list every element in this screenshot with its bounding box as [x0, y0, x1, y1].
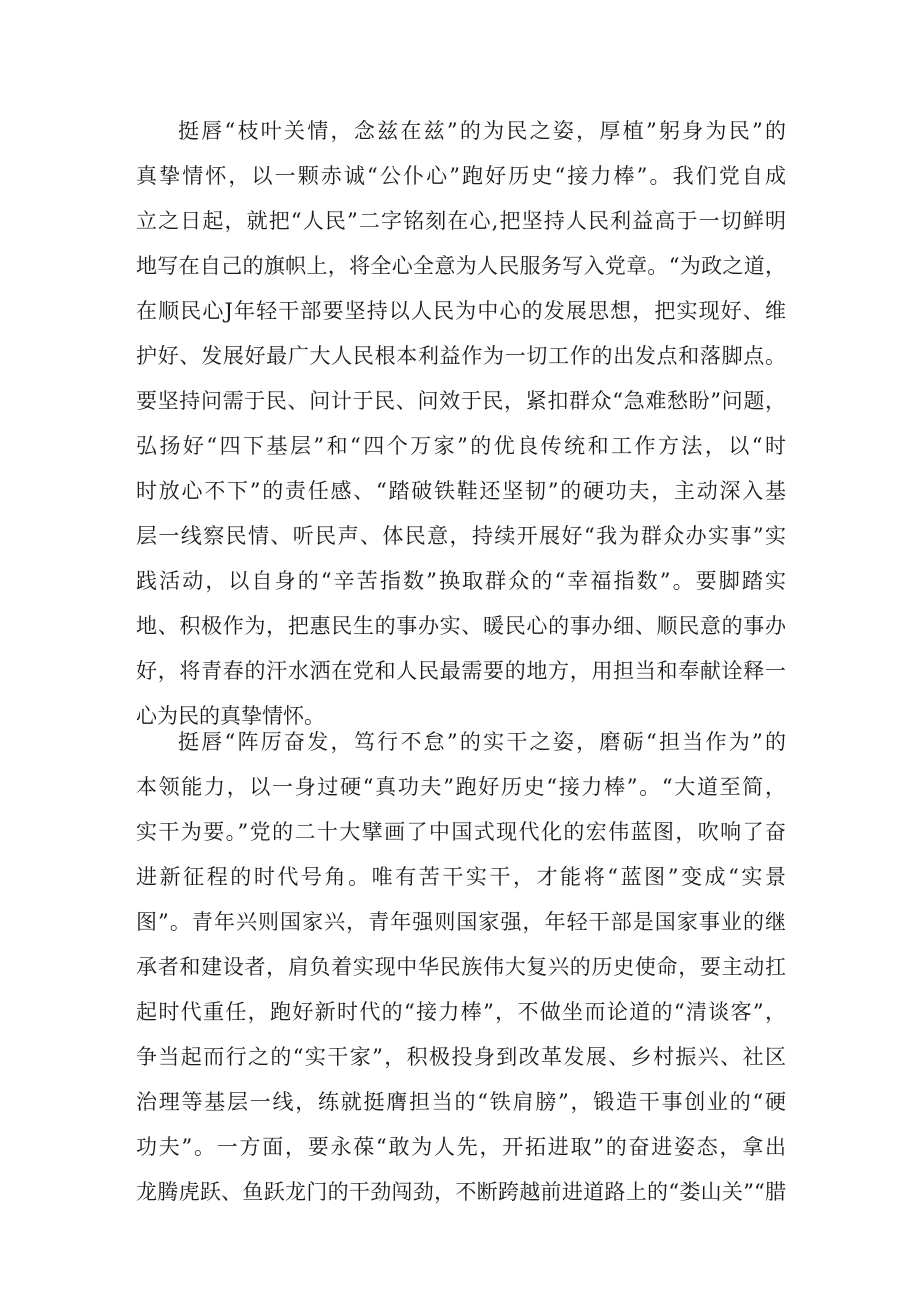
- paragraph-2-line-7: 起时代重任，跑好新时代的“接力棒”，不做坐而论道的“清谈客”，: [136, 1000, 786, 1024]
- paragraph-1-line-11: 践活动，以自身的“辛苦指数”换取群众的“幸福指数”。要脚踏实: [136, 569, 786, 593]
- paragraph-2-line-10: 功夫”。一方面，要永葆“敢为人先，开拓进取”的奋进姿态，拿出: [136, 1135, 786, 1159]
- paragraph-2-line-11: 龙腾虎跃、鱼跃龙门的干劲闯劲，不断跨越前进道路上的“娄山关”“腊: [136, 1180, 786, 1204]
- paragraph-2-line-9: 治理等基层一线，练就挺膺担当的“铁肩膀”，锻造干事创业的“硬: [136, 1090, 786, 1114]
- paragraph-1-line-13: 好，将青春的汗水洒在党和人民最需要的地方，用担当和奉献诠释一: [136, 659, 786, 683]
- paragraph-1-line-5: 在顺民心J年轻干部要坚持以人民为中心的发展思想，把实现好、维: [136, 299, 786, 323]
- paragraph-1-line-4: 地写在自己的旗帜上，将全心全意为人民服务写入党章。“为政之道，: [136, 254, 786, 278]
- paragraph-1-line-7: 要坚持问需于民、问计于民、问效于民，紧扣群众“急难愁盼”问题，: [136, 389, 786, 413]
- paragraph-1-line-14: 心为民的真挚情怀。: [136, 704, 325, 728]
- paragraph-1-line-10: 层一线察民情、听民声、体民意，持续开展好“我为群众办实事”实: [136, 524, 786, 548]
- paragraph-1-line-8: 弘扬好“四下基层”和“四个万家”的优良传统和工作方法，以“时: [136, 434, 786, 458]
- paragraph-1-line-1: 挺唇“枝叶关情，念兹在兹”的为民之姿，厚植”躬身为民”的: [178, 119, 786, 143]
- paragraph-2-line-2: 本领能力，以一身过硬“真功夫”跑好历史“接力棒”。“大道至简，: [136, 775, 786, 799]
- paragraph-2-line-8: 争当起而行之的“实干家”，积极投身到改革发展、乡村振兴、社区: [136, 1045, 786, 1069]
- paragraph-2-line-3: 实干为要。”党的二十大擘画了中国式现代化的宏伟蓝图，吹响了奋: [136, 820, 786, 844]
- paragraph-1-line-9: 时放心不下”的责任感、“踏破铁鞋还坚韧”的硬功夫，主动深入基: [136, 479, 786, 503]
- paragraph-2-line-6: 承者和建设者，肩负着实现中华民族伟大复兴的历史使命，要主动扛: [136, 955, 786, 979]
- paragraph-1-line-12: 地、积极作为，把惠民生的事办实、暖民心的事办细、顺民意的事办: [136, 614, 786, 638]
- paragraph-2-line-5: 图”。青年兴则国家兴，青年强则国家强，年轻干部是国家事业的继: [136, 910, 786, 934]
- paragraph-1-line-6: 护好、发展好最广大人民根本利益作为一切工作的出发点和落脚点。: [136, 344, 786, 368]
- paragraph-2-line-4: 进新征程的时代号角。唯有苦干实干，才能将“蓝图”变成“实景: [136, 865, 786, 889]
- paragraph-1-line-3: 立之日起，就把“人民”二字铭刻在心,把坚持人民利益高于一切鲜明: [136, 209, 786, 233]
- paragraph-2-line-1: 挺唇“阵厉奋发，笃行不怠”的实干之姿，磨砺“担当作为”的: [178, 730, 786, 754]
- paragraph-1-line-2: 真挚情怀，以一颗赤诚“公仆心”跑好历史“接力棒”。我们党自成: [136, 164, 786, 188]
